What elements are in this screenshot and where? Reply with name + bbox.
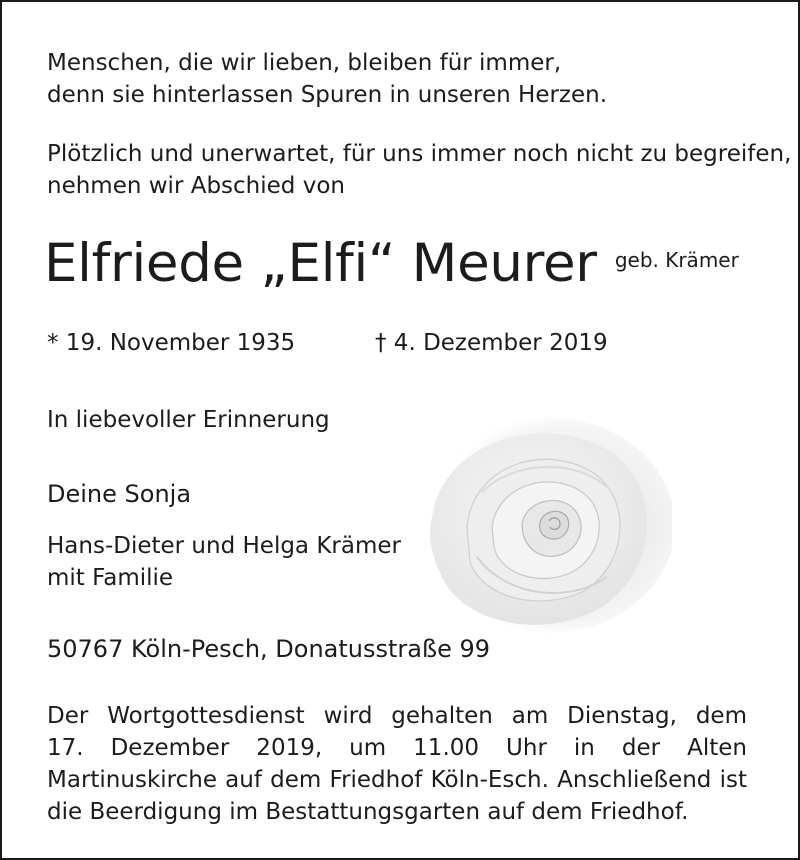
signatory-second-line-2: mit Familie xyxy=(47,565,174,591)
deceased-name: Elfriede „Elfi“ Meurer xyxy=(44,233,597,294)
rose-image xyxy=(372,407,672,637)
poem-line-1: Menschen, die wir lieben, bleiben für immer, xyxy=(47,50,562,76)
signatory-first: Deine Sonja xyxy=(47,480,192,508)
intro-line-2: nehmen wir Abschied von xyxy=(47,173,345,199)
service-line-2: 17. Dezember 2019, um 11.00 Uhr in der Alten xyxy=(47,735,747,761)
intro-line-1: Plötzlich und unerwartet, für uns immer noch nicht zu begreifen, xyxy=(47,141,792,167)
service-line-4: die Beerdigung im Bestattungsgarten auf dem Friedhof. xyxy=(47,799,689,825)
signatory-second-line-1: Hans-Dieter und Helga Krämer xyxy=(47,533,401,559)
death-date: † 4. Dezember 2019 xyxy=(375,330,608,356)
service-line-1: Der Wortgottesdienst wird gehalten am Dienstag, dem xyxy=(47,703,747,729)
maiden-name: geb. Krämer xyxy=(614,248,739,272)
service-line-3: Martinuskirche auf dem Friedhof Köln-Esch. Anschließend ist xyxy=(47,767,747,793)
deceased-name-row xyxy=(44,228,739,300)
memory-line: In liebevoller Erinnerung xyxy=(47,407,330,433)
signatory-second xyxy=(47,530,401,594)
poem xyxy=(47,47,607,111)
birth-date: * 19. November 1935 xyxy=(47,330,296,356)
intro-text xyxy=(47,138,791,202)
address: 50767 Köln-Pesch, Donatusstraße 99 xyxy=(47,635,491,663)
poem-line-2: denn sie hinterlassen Spuren in unseren Herzen. xyxy=(47,82,608,108)
service-info xyxy=(47,700,747,828)
